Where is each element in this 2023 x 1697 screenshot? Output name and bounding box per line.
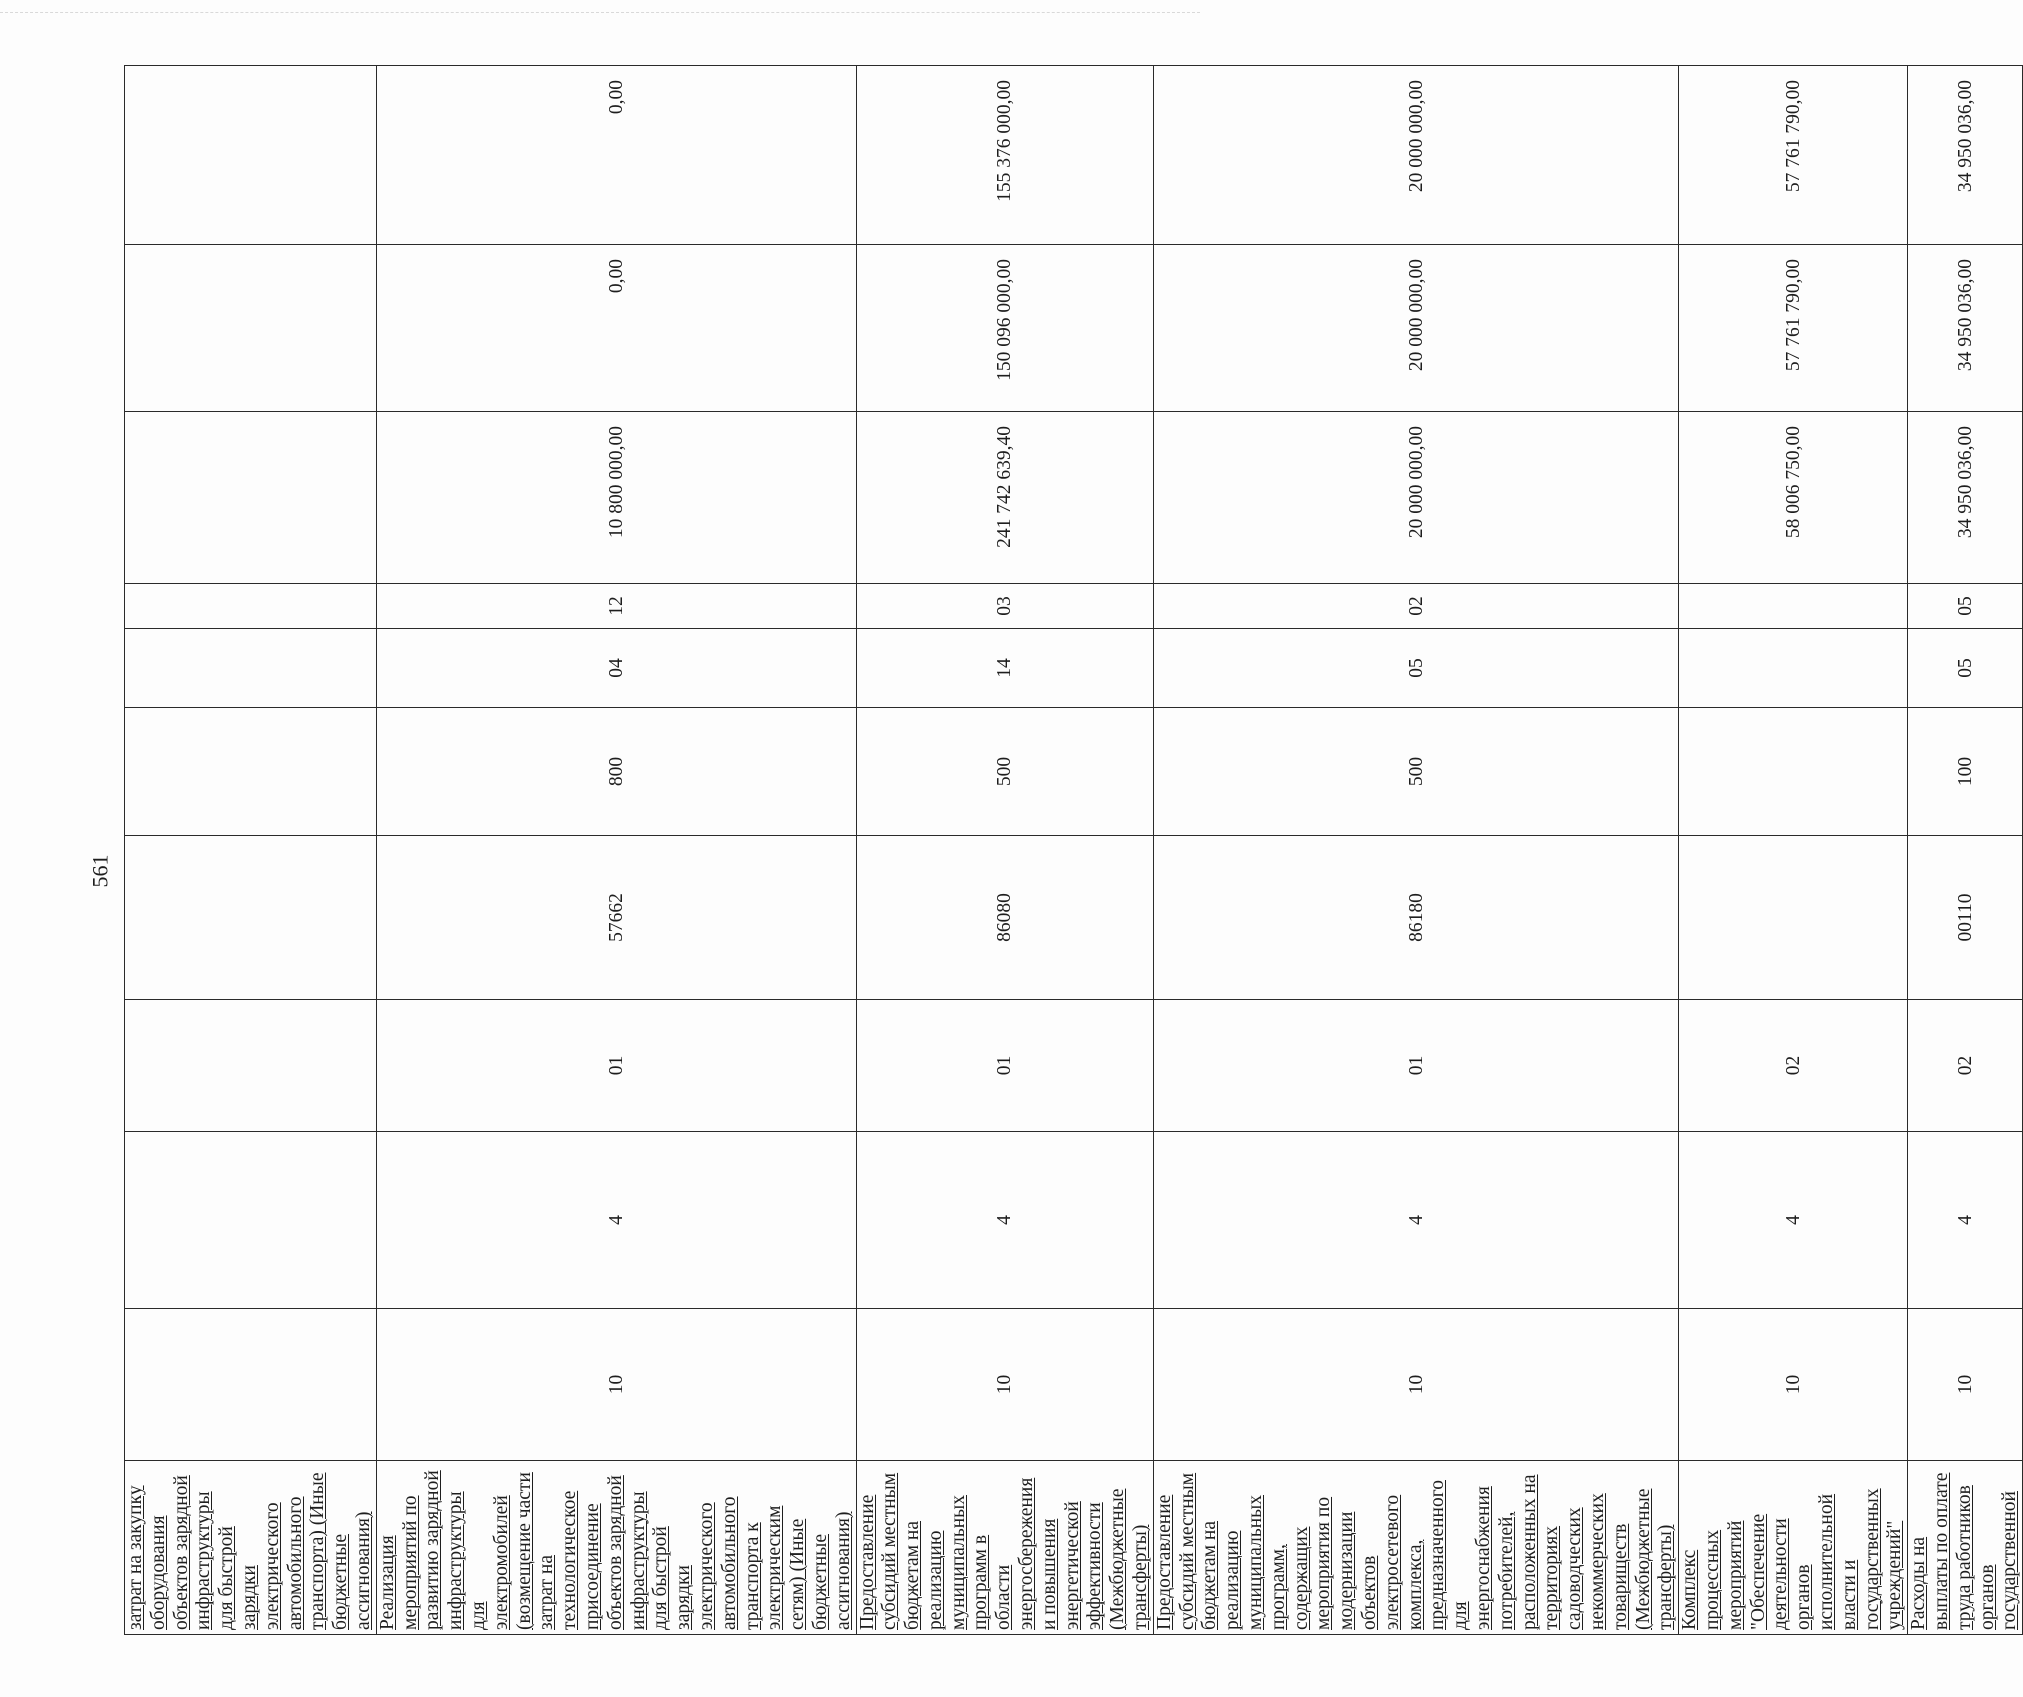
cell-amount-2: 20 000 000,00 bbox=[1153, 245, 1678, 412]
cell-code-6: 14 bbox=[856, 629, 1153, 708]
rotated-page-content bbox=[124, 66, 2021, 1635]
cell-amount-2: 0,00 bbox=[376, 245, 856, 412]
row-name: затрат на закупку оборудования объектов зарядной инфраструктуры для быстрой зарядки электрического автомобильного транспорта) (Иные бюджетные ассигнования) bbox=[125, 1461, 377, 1635]
row-name: Расходы на выплаты по оплате труда работников органов государственной bbox=[1908, 1461, 2023, 1635]
cell-amount-3: 57 761 790,00 bbox=[1679, 66, 1908, 245]
cell-code-1: 10 bbox=[1679, 1309, 1908, 1461]
cell-code-7: 03 bbox=[856, 584, 1153, 629]
cell-code-7 bbox=[1679, 584, 1908, 629]
cell-code-4 bbox=[1679, 836, 1908, 1000]
cell-amount-3: 20 000 000,00 bbox=[1153, 66, 1678, 245]
cell-code-1: 10 bbox=[1153, 1309, 1678, 1461]
row-name: Предоставление субсидий местным бюджетам на реализацию муниципальных программ, содержащих мероприятия по модернизации объектов электросетевого комплекса, предназначенного для энергоснабжения потребителей, расположенных на территориях садоводческих некоммерческих товариществ (Межбюджетные трансферты) bbox=[1153, 1461, 1678, 1635]
cell-amount-2 bbox=[125, 245, 377, 412]
cell-code-4: 57662 bbox=[376, 836, 856, 1000]
cell-code-3: 01 bbox=[376, 1000, 856, 1132]
cell-code-1: 10 bbox=[856, 1309, 1153, 1461]
cell-amount-2: 150 096 000,00 bbox=[856, 245, 1153, 412]
table-row bbox=[1679, 66, 1908, 1635]
cell-code-2: 4 bbox=[1679, 1132, 1908, 1309]
cell-amount-1: 34 950 036,00 bbox=[1908, 412, 2023, 584]
cell-code-3: 01 bbox=[1153, 1000, 1678, 1132]
cell-code-4: 86180 bbox=[1153, 836, 1678, 1000]
cell-code-2 bbox=[125, 1132, 377, 1309]
scan-edge bbox=[0, 12, 1200, 13]
cell-code-2: 4 bbox=[856, 1132, 1153, 1309]
row-name: Реализация мероприятий по развитию зарядной инфраструктуры для электромобилей (возмещение части затрат на технологическое присоединение объектов зарядной инфраструктуры для быстрой зарядки электрического автомобильного транспорта к электрическим сетям) (Иные бюджетные ассигнования) bbox=[376, 1461, 856, 1635]
cell-code-7: 02 bbox=[1153, 584, 1678, 629]
cell-amount-2: 34 950 036,00 bbox=[1908, 245, 2023, 412]
cell-code-2: 4 bbox=[376, 1132, 856, 1309]
row-name: Предоставление субсидий местным бюджетам на реализацию муниципальных программ в области энергосбережения и повышения энергетической эффективности (Межбюджетные трансферты) bbox=[856, 1461, 1153, 1635]
cell-amount-3: 0,00 bbox=[376, 66, 856, 245]
cell-amount-1: 58 006 750,00 bbox=[1679, 412, 1908, 584]
cell-code-2: 4 bbox=[1908, 1132, 2023, 1309]
cell-code-1: 10 bbox=[376, 1309, 856, 1461]
table-row bbox=[376, 66, 856, 1635]
cell-code-2: 4 bbox=[1153, 1132, 1678, 1309]
cell-code-6: 05 bbox=[1908, 629, 2023, 708]
cell-code-5 bbox=[125, 708, 377, 836]
budget-table bbox=[124, 65, 2023, 1635]
cell-code-4: 00110 bbox=[1908, 836, 2023, 1000]
cell-code-6 bbox=[125, 629, 377, 708]
cell-code-3 bbox=[125, 1000, 377, 1132]
cell-code-7 bbox=[125, 584, 377, 629]
page-number: 561 bbox=[87, 854, 113, 888]
table-row bbox=[1153, 66, 1678, 1635]
cell-amount-3 bbox=[125, 66, 377, 245]
cell-amount-1: 241 742 639,40 bbox=[856, 412, 1153, 584]
cell-code-5 bbox=[1679, 708, 1908, 836]
cell-code-7: 12 bbox=[376, 584, 856, 629]
cell-code-6: 05 bbox=[1153, 629, 1678, 708]
cell-code-6: 04 bbox=[376, 629, 856, 708]
cell-amount-1: 10 800 000,00 bbox=[376, 412, 856, 584]
cell-code-1 bbox=[125, 1309, 377, 1461]
cell-amount-2: 57 761 790,00 bbox=[1679, 245, 1908, 412]
cell-amount-1: 20 000 000,00 bbox=[1153, 412, 1678, 584]
cell-code-7: 05 bbox=[1908, 584, 2023, 629]
cell-code-3: 02 bbox=[1679, 1000, 1908, 1132]
cell-code-5: 100 bbox=[1908, 708, 2023, 836]
cell-code-5: 800 bbox=[376, 708, 856, 836]
row-name: Комплекс процессных мероприятий "Обеспечение деятельности органов исполнительной власти и государственных учреждений" bbox=[1679, 1461, 1908, 1635]
cell-code-3: 02 bbox=[1908, 1000, 2023, 1132]
table-row bbox=[125, 66, 377, 1635]
cell-code-6 bbox=[1679, 629, 1908, 708]
cell-amount-1 bbox=[125, 412, 377, 584]
cell-code-5: 500 bbox=[1153, 708, 1678, 836]
cell-amount-3: 155 376 000,00 bbox=[856, 66, 1153, 245]
table-row bbox=[856, 66, 1153, 1635]
cell-code-3: 01 bbox=[856, 1000, 1153, 1132]
table-row bbox=[1908, 66, 2023, 1635]
cell-code-4 bbox=[125, 836, 377, 1000]
cell-amount-3: 34 950 036,00 bbox=[1908, 66, 2023, 245]
cell-code-1: 10 bbox=[1908, 1309, 2023, 1461]
cell-code-5: 500 bbox=[856, 708, 1153, 836]
cell-code-4: 86080 bbox=[856, 836, 1153, 1000]
